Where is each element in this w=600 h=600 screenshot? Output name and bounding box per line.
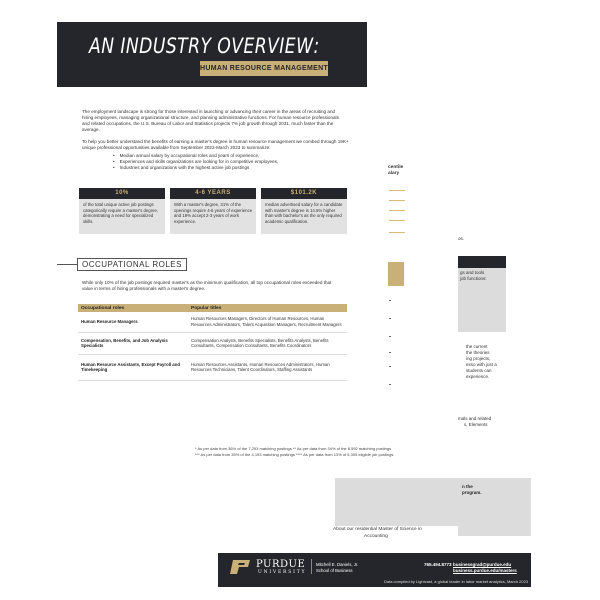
stat-description: With a master's degree, 31% of the openings require 4-6 years of experience and 19% accept 2-3 years of work experience. bbox=[174, 202, 253, 224]
column-header: Popular titles bbox=[188, 304, 347, 312]
titles-cell: Human Resources Managers, Directors of Human Resources, Human Resources Administrators, Talent Acquisition Managers, Recruitment Managers bbox=[188, 312, 347, 332]
roles-table bbox=[78, 304, 347, 381]
back-rule bbox=[389, 232, 405, 233]
section-heading: OCCUPATIONAL ROLES bbox=[77, 258, 187, 271]
back-dash bbox=[389, 336, 391, 337]
purdue-logo-icon bbox=[230, 559, 252, 575]
email-link[interactable]: businessgrad@purdue.edu bbox=[453, 562, 512, 567]
school-name: School of Business bbox=[316, 568, 353, 573]
list-item: • Median annual salary by occupational roles and years of experience, bbox=[113, 153, 343, 159]
footnote: * As per data from 36% of the 7,253 matching postings ** As per data from 34% of the 8,592 matching postings bbox=[195, 446, 392, 451]
section-rule bbox=[57, 264, 77, 265]
back-rule bbox=[389, 200, 405, 201]
back-dash bbox=[389, 352, 391, 353]
footnotes bbox=[195, 446, 435, 457]
stat-card bbox=[79, 188, 165, 234]
footer-bar bbox=[218, 553, 531, 587]
back-fragment: esso with just a bbox=[466, 362, 497, 367]
summary-paragraph: To help you better understand the benefits of earning a master's degree in human resource management we combed through 19K+ unique professional opportunities available from September 2022-March 2023 to summarize: bbox=[82, 139, 349, 150]
title-banner bbox=[57, 22, 367, 87]
back-fragment: s, Elements bbox=[464, 422, 488, 427]
role-cell: Compensation, Benefits, and Job Analysis Specialists bbox=[78, 332, 188, 354]
list-item: • Industries and organizations with the highest active job postings bbox=[113, 165, 343, 171]
back-fragment: gs and tools bbox=[460, 270, 485, 275]
back-fragment: n the bbox=[462, 484, 473, 489]
website-link[interactable]: business.purdue.edu/masters bbox=[453, 568, 517, 573]
table-row bbox=[78, 332, 347, 354]
back-fragment: ing projects, bbox=[466, 356, 491, 361]
stat-value: $101.2K bbox=[261, 188, 347, 199]
back-fragment: os. bbox=[458, 236, 465, 241]
brand-subname: UNIVERSITY bbox=[258, 570, 307, 575]
role-cell: Human Resource Assistants, Except Payroll and Timekeeping bbox=[78, 354, 188, 380]
back-dark-block bbox=[458, 256, 506, 268]
stat-value: 4-6 YEARS bbox=[170, 188, 256, 199]
page-title: AN INDUSTRY OVERVIEW: bbox=[89, 34, 320, 58]
column-header: Occupational roles bbox=[78, 304, 188, 312]
phone-number: 765.494.8773 bbox=[424, 562, 452, 567]
back-fragment: mals and related bbox=[458, 416, 492, 421]
back-fragment: program. bbox=[462, 490, 482, 495]
stat-card bbox=[170, 188, 256, 234]
back-gold-block bbox=[388, 262, 404, 286]
roles-paragraph: While only 10% of the job postings required master's as the minimum qualification, all top occupational roles exceeded that value in terms of hiring professionals with a master's degree. bbox=[82, 280, 332, 291]
summary-list bbox=[113, 153, 343, 171]
about-heading: About our residential Master of Science in bbox=[333, 527, 422, 532]
titles-cell: Compensation Analysts, Benefits Specialists, Benefits Analysts, Benefits Consultants, Compensation Consultants, Benefits Coordinators bbox=[188, 332, 347, 354]
back-fragment: students can bbox=[466, 368, 492, 373]
back-rule bbox=[389, 210, 405, 211]
page-subtitle: HUMAN RESOURCE MANAGEMENT bbox=[200, 61, 328, 76]
footnote: *** As per data from 35% of the 4,193 matching postings **** As per data from 13% of 5,395 eligible job postings bbox=[195, 451, 394, 457]
back-fragment: the current bbox=[466, 344, 488, 349]
front-page bbox=[57, 22, 367, 410]
back-fragment-title: centile alary bbox=[388, 165, 404, 176]
table-header-row bbox=[78, 304, 347, 312]
about-program: Accounting bbox=[364, 534, 388, 539]
role-cell: Human Resource Managers bbox=[78, 312, 188, 332]
back-fragment: the theories bbox=[466, 350, 490, 355]
list-item: • Experiences and skills organizations are looking for in competitive employees, bbox=[113, 159, 343, 165]
back-dash bbox=[389, 384, 391, 385]
stat-value: 10% bbox=[79, 188, 165, 199]
stat-card bbox=[261, 188, 347, 234]
divider bbox=[311, 559, 312, 574]
school-name: Mitchell E. Daniels, Jr. bbox=[316, 562, 359, 567]
titles-cell: Human Resources Assistants, Human Resources Administrators, Human Resources Technicians, Talent Coordinators, Staffing Assistants bbox=[188, 354, 347, 380]
back-fragment: experience. bbox=[466, 374, 490, 379]
back-dash bbox=[389, 300, 391, 301]
stat-description: of the total unique active job postings categorically require a master's degree, demonstrating a need for specialized skills. bbox=[83, 202, 159, 224]
table-row bbox=[78, 354, 347, 380]
back-dash bbox=[389, 318, 391, 319]
intro-paragraph: The employment landscape is strong for those interested in launching or advancing their career in the areas of recruiting and hiring employees, managing organizational structure, and planning administrative functions. For human resource professionals and related occupations, the U.S. Bureau of Labor and Statistics projects 7% job growth through 2031, much faster than the average. bbox=[82, 109, 339, 132]
stat-description: median advertised salary for a candidate with master's degree is 14.6% higher than with bachelor's as the only required academic qualification. bbox=[265, 202, 343, 224]
back-rule bbox=[389, 220, 405, 221]
back-dash bbox=[389, 366, 391, 367]
brand-name: PURDUE bbox=[256, 559, 306, 570]
back-fragment: job functions: bbox=[460, 276, 487, 281]
back-rule bbox=[389, 190, 405, 191]
table-row bbox=[78, 312, 347, 332]
data-source-note: Data compiled by Lightcast, a global leader in labor market analytics, March 2023 bbox=[384, 579, 529, 584]
